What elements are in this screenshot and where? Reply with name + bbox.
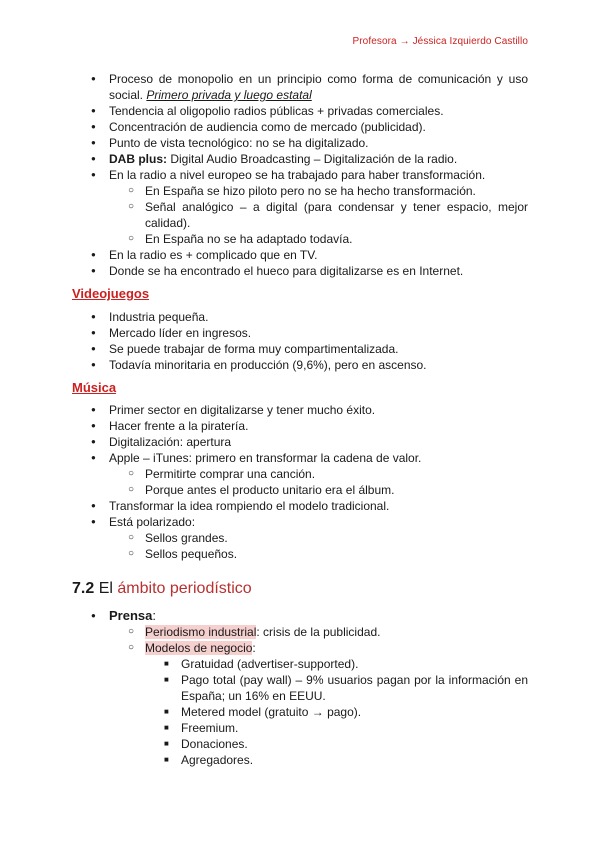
videojuegos-heading: Videojuegos bbox=[72, 286, 150, 301]
section-heading bbox=[72, 580, 252, 598]
list-item-text: Digital Audio Broadcasting – Digitalización de la radio. bbox=[170, 152, 458, 166]
sub-list-item: ○ Porque antes el producto unitario era el álbum. bbox=[109, 482, 528, 498]
list-item-text: Apple – iTunes: primero en transformar la cadena de valor. bbox=[109, 451, 422, 465]
sub-list-item: ○ Permitirte comprar una canción. bbox=[109, 466, 528, 482]
page-header: Profesora → Jéssica Izquierdo Castillo bbox=[352, 36, 528, 47]
model-item: ■ Freemium. bbox=[145, 720, 528, 736]
highlighted-text: Modelos de negocio bbox=[145, 641, 253, 655]
sub-list-item: ○ Sellos pequeños. bbox=[109, 546, 528, 562]
list-item bbox=[72, 450, 528, 498]
videojuegos-section bbox=[72, 309, 528, 373]
list-item: ● Todavía minoritaria en producción (9,6%), pero en ascenso. bbox=[72, 357, 528, 373]
prensa-label: Prensa bbox=[109, 608, 153, 623]
sub-list-item bbox=[109, 640, 528, 768]
musica-heading: Música bbox=[72, 380, 117, 395]
sub-list-item bbox=[109, 624, 528, 640]
musica-section bbox=[72, 402, 528, 562]
list-item: ● Se puede trabajar de forma muy compartimentalizada. bbox=[72, 341, 528, 357]
section-title-plain: El bbox=[98, 580, 113, 597]
radio-section bbox=[72, 71, 528, 279]
model-item: ■ Gratuidad (advertiser-supported). bbox=[145, 656, 528, 672]
list-item: ● Punto de vista tecnológico: no se ha digitalizado. bbox=[72, 135, 528, 151]
list-item bbox=[72, 71, 528, 103]
list-item: ● Concentración de audiencia como de mercado (publicidad). bbox=[72, 119, 528, 135]
model-item: ■ Donaciones. bbox=[145, 736, 528, 752]
list-item: ● Mercado líder en ingresos. bbox=[72, 325, 528, 341]
list-item: ● En la radio es + complicado que en TV. bbox=[72, 247, 528, 263]
list-item: ● Industria pequeña. bbox=[72, 309, 528, 325]
model-item: ■ Pago total (pay wall) – 9% usuarios pagan por la información en España; un 16% en EEUU. bbox=[145, 672, 528, 704]
list-item bbox=[72, 167, 528, 247]
list-item: ● Tendencia al oligopolio radios públicas + privadas comerciales. bbox=[72, 103, 528, 119]
list-item-emphasis: Primero privada y luego estatal bbox=[146, 88, 312, 102]
list-item bbox=[72, 514, 528, 562]
list-item-text: Está polarizado: bbox=[109, 515, 196, 529]
model-item: ■ Metered model (gratuito → pago). bbox=[145, 704, 528, 720]
model-item: ■ Agregadores. bbox=[145, 752, 528, 768]
section-number: 7.2 bbox=[72, 580, 95, 597]
list-item: ● Transformar la idea rompiendo el modelo tradicional. bbox=[72, 498, 528, 514]
list-item: ● Primer sector en digitalizarse y tener mucho éxito. bbox=[72, 402, 528, 418]
prensa-colon: : bbox=[152, 608, 156, 623]
list-item-text: : crisis de la publicidad. bbox=[256, 625, 381, 639]
list-item bbox=[72, 608, 528, 768]
list-item: ● Digitalización: apertura bbox=[72, 434, 528, 450]
sub-list-item: ○ En España se hizo piloto pero no se ha hecho transformación. bbox=[109, 183, 528, 199]
sub-list-item: ○ Sellos grandes. bbox=[109, 530, 528, 546]
section-title-red: ámbito periodístico bbox=[117, 580, 252, 597]
list-item-text: : bbox=[252, 641, 256, 655]
list-item-text: En la radio a nivel europeo se ha trabajado para haber transformación. bbox=[109, 168, 486, 182]
sub-list-item: ○ En España no se ha adaptado todavía. bbox=[109, 231, 528, 247]
list-item: ● Donde se ha encontrado el hueco para digitalizarse es en Internet. bbox=[72, 263, 528, 279]
prensa-section bbox=[72, 608, 528, 768]
dab-plus-label: DAB plus: bbox=[109, 152, 167, 166]
highlighted-text: Periodismo industrial bbox=[145, 625, 257, 639]
list-item bbox=[72, 151, 528, 167]
list-item-text: Proceso de monopolio en un principio como forma de comunicación y uso social. bbox=[109, 72, 528, 102]
sub-list-item: ○ Señal analógico – a digital (para condensar y tener espacio, mejor calidad). bbox=[109, 199, 528, 231]
list-item: ● Hacer frente a la piratería. bbox=[72, 418, 528, 434]
